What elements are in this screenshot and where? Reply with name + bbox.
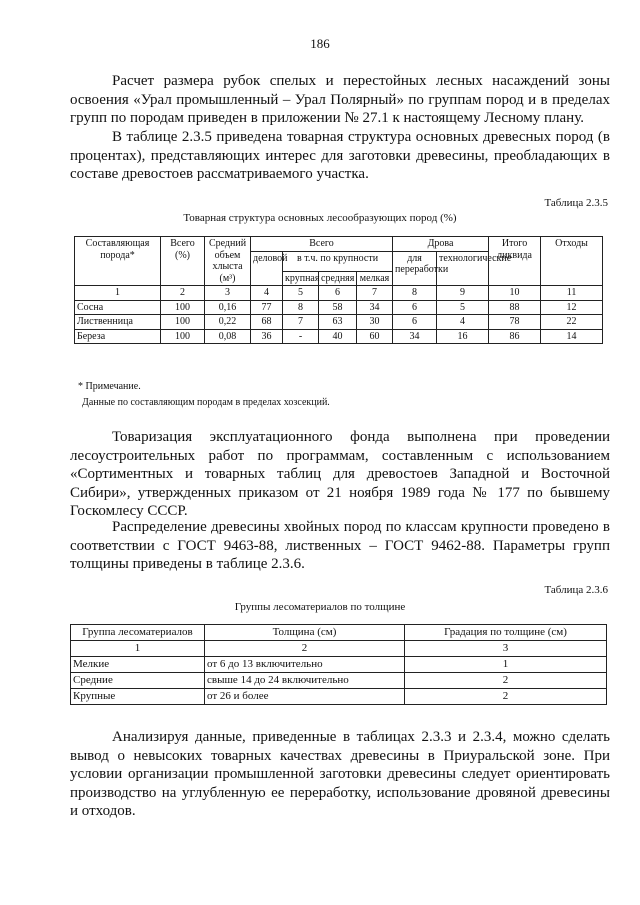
- t1-species: Береза: [75, 329, 161, 344]
- t2-gradation: 2: [405, 689, 607, 705]
- table-row: [75, 300, 603, 315]
- t1-cell: 58: [319, 300, 357, 315]
- t1-num: 2: [161, 286, 205, 301]
- t1-cell: 100: [161, 329, 205, 344]
- t1-cell: 34: [357, 300, 393, 315]
- t1-num: 11: [541, 286, 603, 301]
- t1-cell: 100: [161, 315, 205, 330]
- t1-header-species: Составляющая порода*: [75, 237, 161, 286]
- t1-num: 7: [357, 286, 393, 301]
- t1-cell: 100: [161, 300, 205, 315]
- t1-cell: 34: [393, 329, 437, 344]
- table1-note-text: Данные по составляющим породам в пределах хозсекций.: [82, 397, 330, 408]
- table-row: [71, 689, 607, 705]
- t1-header-delovoy: деловой: [251, 251, 283, 286]
- t1-header-by-size: в т.ч. по крупности: [283, 251, 393, 271]
- t1-cell: 0,08: [205, 329, 251, 344]
- t1-cell: 16: [437, 329, 489, 344]
- t1-header-small: мелкая: [357, 271, 393, 286]
- t2-header-gradation: Градация по толщине (см): [405, 625, 607, 641]
- t2-group: Крупные: [71, 689, 205, 705]
- t1-header-technological: технологические: [437, 251, 489, 286]
- t1-num: 9: [437, 286, 489, 301]
- paragraph-4: Распределение древесины хвойных пород по классам крупности проведено в соответствии с ГОСТ 9463-88, лиственных – ГОСТ 9462-88. Параметры групп толщины приведены в таблице 2.3.6.: [70, 519, 610, 572]
- t2-num: 3: [405, 641, 607, 657]
- t1-cell: 5: [437, 300, 489, 315]
- paragraph-3: Товаризация эксплуатационного фонда выполнена при проведении лесоустроительных работ по программам, составленным с использованием «Сортиментных и товарных таблиц для древостоев Западной и Восточной Сибири», утвержденных приказом от 21 ноября 1989 года № 177 по бывшему Госкомлесу СССР.: [70, 429, 610, 519]
- t1-header-large: крупная: [283, 271, 319, 286]
- t1-cell: 22: [541, 315, 603, 330]
- t1-cell: 14: [541, 329, 603, 344]
- t1-cell: 6: [393, 300, 437, 315]
- t1-cell: 40: [319, 329, 357, 344]
- t1-cell: 7: [283, 315, 319, 330]
- t2-gradation: 2: [405, 673, 607, 689]
- t1-num: 10: [489, 286, 541, 301]
- t1-num: 3: [205, 286, 251, 301]
- t1-num: 4: [251, 286, 283, 301]
- t1-cell: 6: [393, 315, 437, 330]
- page-number: 186: [310, 36, 330, 51]
- t1-header-avg-volume: Средний объем хлыста (м³): [205, 237, 251, 286]
- table-row: [75, 315, 603, 330]
- t2-thickness: от 6 до 13 включительно: [205, 657, 405, 673]
- t1-cell: 77: [251, 300, 283, 315]
- t2-group: Средние: [71, 673, 205, 689]
- t2-thickness: свыше 14 до 24 включительно: [205, 673, 405, 689]
- t1-cell: 86: [489, 329, 541, 344]
- t2-num: 1: [71, 641, 205, 657]
- table-row: [75, 329, 603, 344]
- t2-header-thickness: Толщина (см): [205, 625, 405, 641]
- t1-header-waste: Отходы: [541, 237, 603, 286]
- t1-num: 8: [393, 286, 437, 301]
- t2-gradation: 1: [405, 657, 607, 673]
- t1-num: 5: [283, 286, 319, 301]
- t1-species: Лиственница: [75, 315, 161, 330]
- t1-cell: 4: [437, 315, 489, 330]
- t1-cell: 8: [283, 300, 319, 315]
- t1-cell: 78: [489, 315, 541, 330]
- table1-label: Таблица 2.3.5: [544, 197, 608, 209]
- paragraph-2: В таблице 2.3.5 приведена товарная структура основных древесных пород (в процентах), представляющих интерес для заготовки древесины, преобладающих в составе древостоев рассматриваемого участка.: [70, 129, 610, 182]
- t2-header-group: Группа лесоматериалов: [71, 625, 205, 641]
- t2-group: Мелкие: [71, 657, 205, 673]
- paragraph-1: Расчет размера рубок спелых и перестойных лесных насаждений зоны освоения «Урал промышленный – Урал Полярный» по группам пород и в пределах групп по породам приведен в приложении № 27.1 к настоящему Лесному плану.: [70, 73, 610, 126]
- t1-cell: 0,16: [205, 300, 251, 315]
- table1-title: Товарная структура основных лесообразующих пород (%): [183, 212, 457, 224]
- table1: [74, 236, 603, 344]
- table-row: [71, 657, 607, 673]
- table2-title: Группы лесоматериалов по толщине: [234, 601, 406, 613]
- t1-cell: 36: [251, 329, 283, 344]
- t1-cell: 0,22: [205, 315, 251, 330]
- t1-header-itogo: Итого ликвида: [489, 237, 541, 286]
- t1-cell: 12: [541, 300, 603, 315]
- table2-label: Таблица 2.3.6: [544, 584, 608, 596]
- t1-num: 1: [75, 286, 161, 301]
- t1-cell: 30: [357, 315, 393, 330]
- t1-header-for-processing: для переработки: [393, 251, 437, 286]
- t1-header-medium: средняя: [319, 271, 357, 286]
- t1-cell: 60: [357, 329, 393, 344]
- t1-cell: 68: [251, 315, 283, 330]
- t1-species: Сосна: [75, 300, 161, 315]
- t1-header-drova: Дрова: [393, 237, 489, 252]
- t1-num: 6: [319, 286, 357, 301]
- t1-header-total: Всего (%): [161, 237, 205, 286]
- t2-thickness: от 26 и более: [205, 689, 405, 705]
- t1-cell: -: [283, 329, 319, 344]
- t2-num: 2: [205, 641, 405, 657]
- t1-cell: 88: [489, 300, 541, 315]
- t1-cell: 63: [319, 315, 357, 330]
- paragraph-5: Анализируя данные, приведенные в таблицах 2.3.3 и 2.3.4, можно сделать вывод о невысоких товарных качествах древесины в Приуральской зоне. При условии организации промышленной заготовки древесины следует ориентировать производство на углубленную ее переработку, использование дровяной древесины и отходов.: [70, 729, 610, 819]
- table1-note-title: * Примечание.: [78, 381, 141, 392]
- table-row: [71, 673, 607, 689]
- t1-header-vsego: Всего: [251, 237, 393, 252]
- table2: [70, 624, 607, 705]
